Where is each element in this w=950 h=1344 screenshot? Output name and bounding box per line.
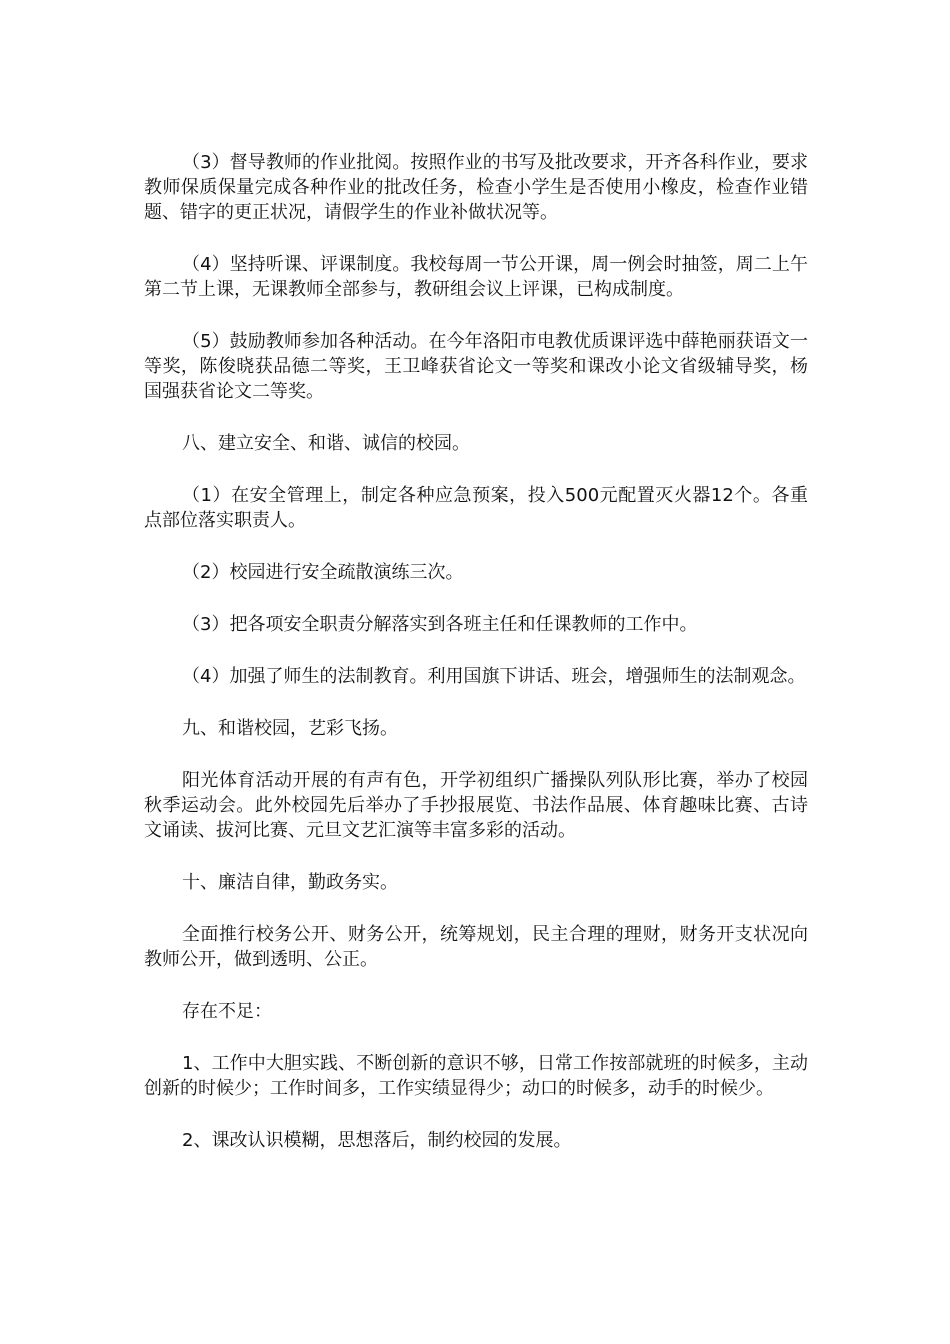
paragraph-legal-education: （4）加强了师生的法制教育。利用国旗下讲话、班会，增强师生的法制观念。 (182, 666, 806, 687)
paragraph-teacher-activities: （5）鼓励教师参加各种活动。在今年洛阳市电教优质课评选中薛艳丽获语文一等奖，陈俊晓获品德二等奖，王卫峰获省论文一等奖和课改小论文省级辅导奖，杨国强获省论文二等奖。 (144, 331, 808, 402)
paragraph-homework-supervision: （3）督导教师的作业批阅。按照作业的书写及批改要求，开齐各科作业，要求教师保质保量完成各种作业的批改任务，检查小学生是否使用小橡皮，检查作业错题、错字的更正状况，请假学生的作业补做状况等。 (144, 152, 808, 223)
paragraph-lesson-observation: （4）坚持听课、评课制度。我校每周一节公开课，周一例会时抽签，周二上午第二节上课，无课教师全部参与，教研组会议上评课，已构成制度。 (144, 254, 808, 300)
paragraph-shortcoming-1: 1、工作中大胆实践、不断创新的意识不够，日常工作按部就班的时候多，主动创新的时候少；工作时间多，工作实绩显得少；动口的时候多，动手的时候少。 (144, 1053, 808, 1099)
section-heading-shortcomings: 存在不足： (182, 1001, 272, 1022)
section-heading-integrity: 十、廉洁自律，勤政务实。 (182, 872, 398, 893)
paragraph-safety-duties: （3）把各项安全职责分解落实到各班主任和任课教师的工作中。 (182, 614, 698, 635)
paragraph-financial-openness: 全面推行校务公开、财务公开，统筹规划，民主合理的理财，财务开支状况向教师公开，做到透明、公正。 (144, 924, 808, 970)
paragraph-sports-activities: 阳光体育活动开展的有声有色，开学初组织广播操队列队形比赛，举办了校园秋季运动会。此外校园先后举办了手抄报展览、书法作品展、体育趣味比赛、古诗文诵读、拔河比赛、元旦文艺汇演等丰富多彩的活动。 (144, 770, 808, 841)
section-heading-arts: 九、和谐校园，艺彩飞扬。 (182, 718, 398, 739)
paragraph-shortcoming-2: 2、课改认识模糊，思想落后，制约校园的发展。 (182, 1130, 572, 1151)
document-body (144, 150, 808, 1180)
section-heading-safety: 八、建立安全、和谐、诚信的校园。 (182, 433, 470, 454)
paragraph-evacuation-drill: （2）校园进行安全疏散演练三次。 (182, 562, 464, 583)
paragraph-safety-management: （1）在安全管理上，制定各种应急预案，投入500元配置灭火器12个。各重点部位落实职责人。 (144, 485, 808, 531)
